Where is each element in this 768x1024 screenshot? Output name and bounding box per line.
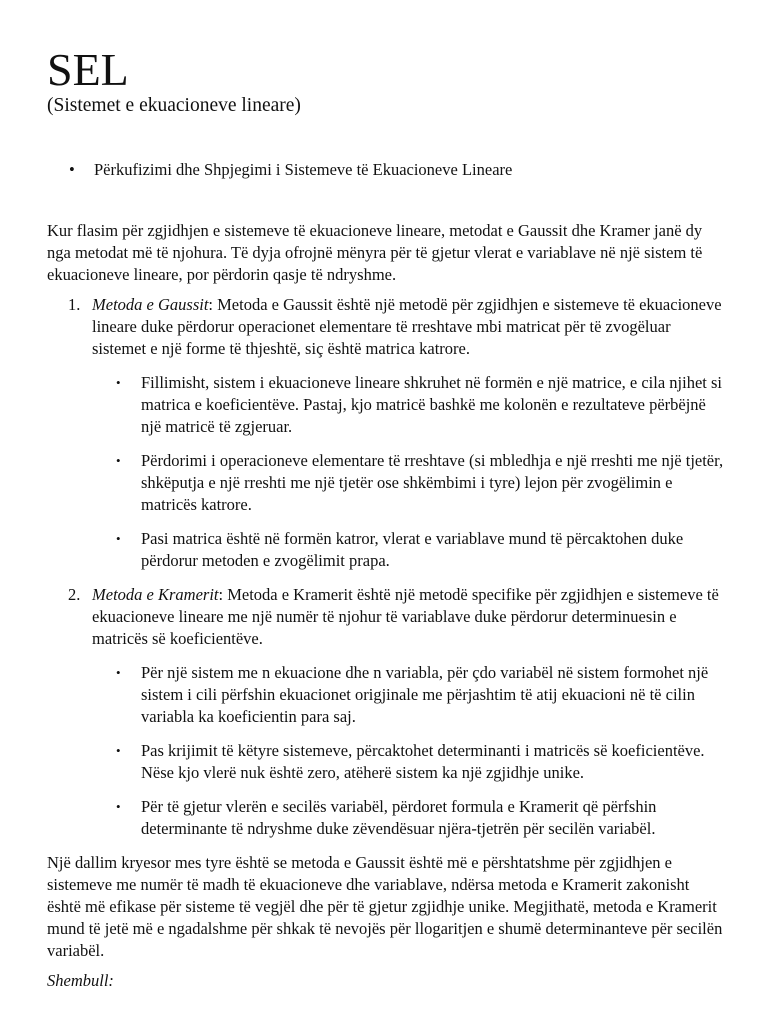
methods-list [47, 294, 727, 840]
method-number: 2. [68, 585, 81, 604]
method-name: Metoda e Kramerit [92, 585, 219, 604]
method-point: • Përdorimi i operacioneve elementare të rreshtave (si mbledhja e një rreshti me një tjetër, shkëputja e një rreshti me një tjetër ose shkëmbimi i tyre) lejon për zvogëlimin e matricës katrore. [92, 450, 727, 516]
method-point: • Për një sistem me n ekuacione dhe n variabla, për çdo variabël në sistem formohet një sistem i cili përfshin ekuacionet origjinale me përjashtim të atij ekuacioni në të cilin variabla ka koeficientin para saj. [92, 662, 727, 728]
method-gauss [47, 294, 727, 572]
method-name: Metoda e Gaussit [92, 295, 209, 314]
topic-bullet: • Përkufizimi dhe Shpjegimi i Sistemeve të Ekuacioneve Lineare [69, 159, 512, 181]
method-point: • Për të gjetur vlerën e secilës variabël, përdoret formula e Kramerit që përfshin determinante të ndryshme duke zëvendësuar njëra-tjetrën për secilën variabël. [92, 796, 727, 840]
document-body [47, 220, 727, 992]
method-number: 1. [68, 295, 81, 314]
method-description: : Metoda e Gaussit është një metodë për zgjidhjen e sistemeve të ekuacioneve lineare duke përdorur operacionet elementare të rreshtave mbi matricat për të zvogëluar sistemet e një forme të thjeshtë, siç është matrica katrore. [92, 295, 722, 358]
method-kramer [47, 584, 727, 840]
method-point: • Fillimisht, sistem i ekuacioneve lineare shkruhet në formën e një matrice, e cila njihet si matrica e koeficientëve. Pastaj, kjo matricë bashkë me kolonën e rezultateve përbëjnë një matricë të zgjeruar. [92, 372, 727, 438]
example-label: Shembull: [47, 971, 114, 990]
document-subtitle: (Sistemet e ekuacioneve lineare) [47, 95, 301, 116]
topic-bullet-list [69, 159, 512, 181]
method-points [92, 662, 727, 840]
method-points [92, 372, 727, 572]
method-description: : Metoda e Kramerit është një metodë specifike për zgjidhjen e sistemeve të ekuacioneve lineare me një numër të njohur të variablave duke përdorur determinuesin e matricës së koeficientëve. [92, 585, 719, 648]
closing-paragraph: Një dallim kryesor mes tyre është se metoda e Gaussit është më e përshtatshme për zgjidhjen e sistemeve me numër të madh të ekuacioneve dhe variablave, ndërsa metoda e Kramerit zakonisht është më efikase për sisteme të vegjël dhe për të gjetur zgjidhje unike. Megjithatë, metoda e Kramerit mund të jetë më e ngadalshme për shkak të nevojës për llogaritjen e shumë determinanteve për secilën variabël. [47, 853, 723, 960]
document-title: SEL [47, 44, 129, 95]
method-point: • Pas krijimit të këtyre sistemeve, përcaktohet determinanti i matricës së koeficientëve. Nëse kjo vlerë nuk është zero, atëherë sistem ka një zgjidhje unike. [92, 740, 727, 784]
intro-paragraph: Kur flasim për zgjidhjen e sistemeve të ekuacioneve lineare, metodat e Gaussit dhe Kramer janë dy nga metodat më të njohura. Të dyja ofrojnë mënyra për të gjetur vlerat e variablave në një sistem të ekuacioneve lineare, por përdorin qasje të ndryshme. [47, 221, 703, 284]
method-point: • Pasi matrica është në formën katror, vlerat e variablave mund të përcaktohen duke përdorur metoden e zvogëlimit prapa. [92, 528, 727, 572]
